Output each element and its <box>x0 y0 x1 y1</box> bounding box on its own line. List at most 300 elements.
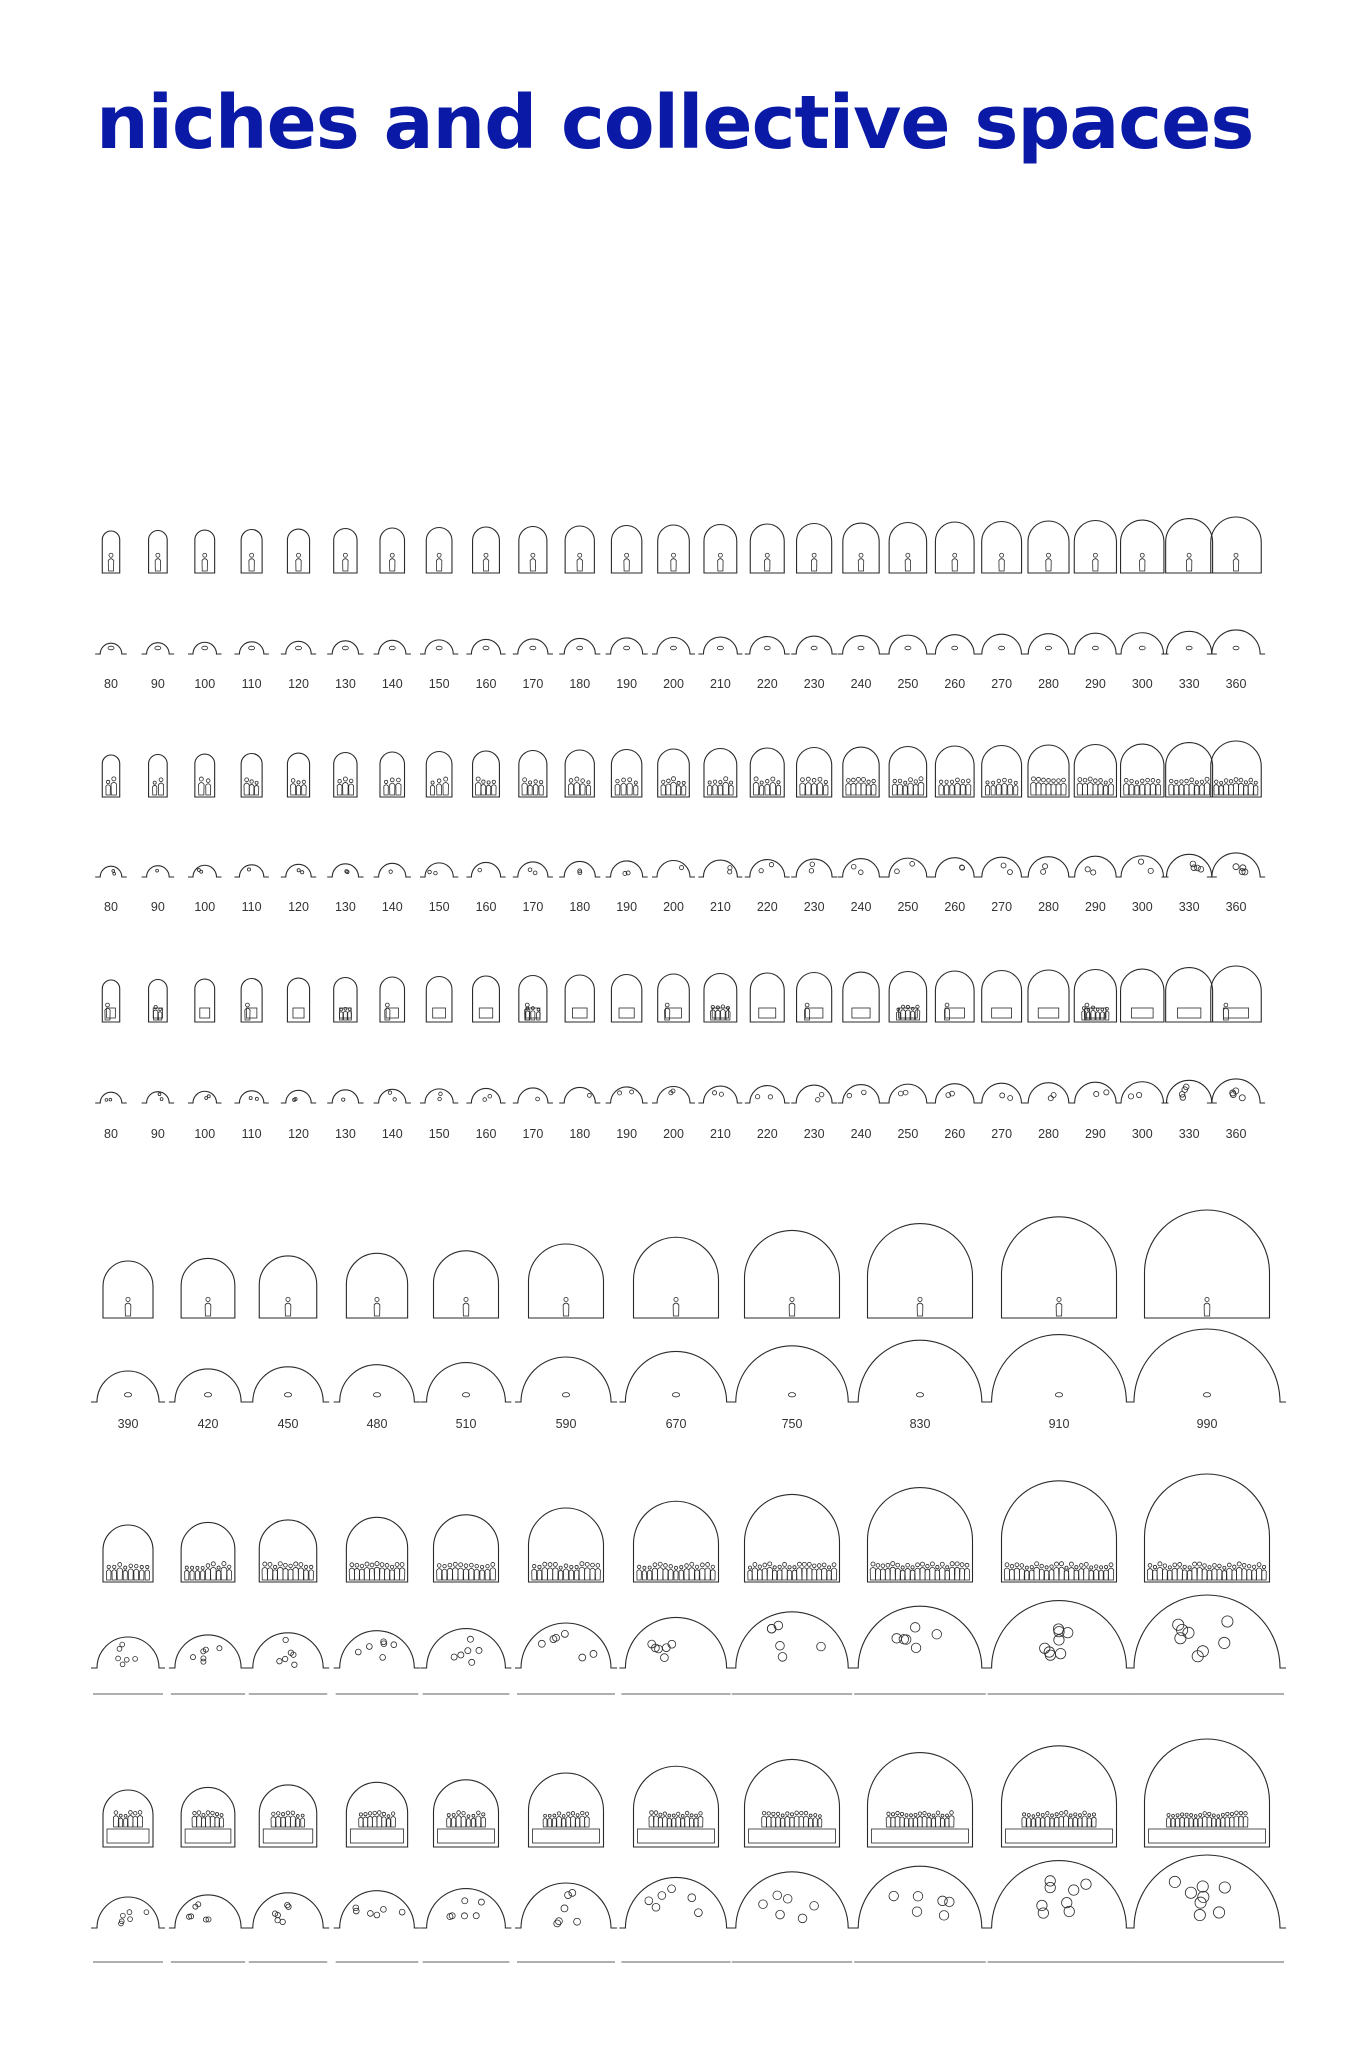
niche-elevation <box>889 972 927 1022</box>
furniture <box>749 1829 836 1843</box>
figure-body <box>359 1817 363 1827</box>
figure-body <box>1050 1818 1054 1827</box>
figure-body <box>481 1817 485 1827</box>
figure-head <box>134 1812 137 1815</box>
figure-body <box>705 1568 710 1580</box>
figure-head <box>1220 781 1223 784</box>
niche-plan <box>374 1089 411 1103</box>
niche-plan <box>421 1889 512 1928</box>
figure-body <box>671 559 676 571</box>
niche-plan <box>977 634 1027 654</box>
figure-head <box>781 1814 784 1817</box>
plan-table <box>201 1659 206 1664</box>
figure-body <box>283 1568 288 1580</box>
figure-body <box>437 784 442 795</box>
figure-head <box>682 781 685 784</box>
niche-plan <box>1207 853 1265 877</box>
plan-table <box>1219 1882 1230 1893</box>
figure-head <box>753 1562 757 1566</box>
figure-head <box>765 553 769 557</box>
niche-cell <box>652 749 695 914</box>
niche-elevation <box>334 977 357 1022</box>
figure-body <box>296 785 300 795</box>
niche-cell <box>169 1787 247 1962</box>
figure-body <box>452 1818 456 1827</box>
plan-table <box>538 1640 545 1647</box>
figure-body <box>694 1818 698 1827</box>
figure-head <box>114 1811 118 1815</box>
plan-table <box>280 1919 285 1924</box>
niche-elevation <box>634 1237 719 1318</box>
figure-body <box>773 1570 777 1580</box>
figure-head <box>818 777 822 781</box>
figure-head <box>1188 1566 1191 1569</box>
figure-head <box>201 1566 204 1569</box>
figure-body <box>949 1816 954 1827</box>
figure-head <box>1065 1566 1068 1569</box>
figure-body <box>1254 785 1258 795</box>
plan-table <box>1094 1091 1099 1096</box>
figure-head <box>384 780 387 783</box>
figure-head <box>375 1562 379 1566</box>
figure-head <box>1148 1564 1152 1568</box>
figure-body <box>891 1817 895 1827</box>
figure-head <box>1091 1006 1094 1009</box>
niche-cell <box>420 751 458 914</box>
plan-table <box>587 1093 591 1097</box>
figure-body <box>196 1816 201 1827</box>
figure-body <box>569 1570 574 1580</box>
niche-elevation <box>380 977 405 1022</box>
plan-table <box>391 1642 397 1648</box>
plan-table <box>1045 1650 1055 1660</box>
niche-cell <box>234 754 268 915</box>
figure-body <box>1180 1817 1184 1827</box>
plan-table <box>217 1646 222 1651</box>
figure-body <box>637 1570 642 1580</box>
plan-figure <box>249 646 255 650</box>
niche-cell <box>606 974 648 1141</box>
niche-plan <box>334 1631 421 1668</box>
figure-body <box>812 1569 817 1580</box>
niche-elevation <box>634 1501 719 1582</box>
figure-body <box>309 1570 314 1580</box>
figure-head <box>1124 778 1128 782</box>
figure-body <box>1074 1570 1078 1580</box>
furniture <box>1038 1008 1059 1018</box>
niche-plan <box>466 862 505 877</box>
figure-body <box>1089 1570 1093 1580</box>
niche-elevation <box>1145 1739 1270 1847</box>
figure-body <box>1079 1569 1084 1580</box>
plan-table <box>1136 1092 1141 1097</box>
niche-elevation <box>611 974 641 1022</box>
figure-head <box>941 1814 944 1817</box>
figure-head <box>596 1563 600 1567</box>
figure-head <box>1032 1815 1035 1818</box>
figure-body <box>999 559 1004 571</box>
niche-cell <box>142 531 175 692</box>
figure-head <box>896 1811 900 1815</box>
niche-elevation <box>704 748 737 797</box>
niche-plan <box>374 640 411 654</box>
figure-head <box>961 779 964 782</box>
plan-table <box>200 870 203 873</box>
figure-head <box>1200 780 1203 783</box>
plan-table <box>120 1662 125 1667</box>
niche-width-label: 240 <box>850 1127 872 1141</box>
figure-head <box>1096 1008 1099 1011</box>
figure-body <box>922 1816 927 1827</box>
figure-head <box>310 1565 313 1568</box>
niche-width-label: 180 <box>569 677 591 691</box>
figure-body <box>920 1568 925 1580</box>
figure-body <box>861 783 866 795</box>
figure-head <box>1175 780 1178 783</box>
figure-head <box>124 1566 127 1569</box>
figure-body <box>1194 1818 1198 1827</box>
figure-body <box>681 1818 685 1827</box>
niche-cell <box>281 978 316 1141</box>
figure-body <box>935 1570 939 1580</box>
niche-elevation <box>519 751 547 798</box>
figure-head <box>920 1562 924 1566</box>
niche-plan <box>745 637 790 654</box>
figure-body <box>781 1818 785 1827</box>
niche-width-label: 120 <box>288 1127 309 1141</box>
figure-head <box>713 780 716 783</box>
plan-figure <box>483 646 489 650</box>
niche-plan <box>986 1861 1133 1928</box>
niche-cell <box>619 1766 732 1962</box>
niche-cell <box>852 1224 988 1431</box>
figure-body <box>564 1569 569 1580</box>
figure-body <box>782 1568 787 1580</box>
plan-table <box>816 1097 820 1101</box>
figure-body <box>966 784 971 795</box>
niche-plan <box>1070 1082 1122 1103</box>
figure-body <box>890 1567 896 1580</box>
figure-body <box>382 1817 387 1827</box>
figure-head <box>1181 1813 1184 1816</box>
plan-table <box>249 1096 252 1099</box>
niche-elevation <box>797 973 832 1023</box>
figure-body <box>1104 785 1108 795</box>
figure-head <box>1055 1562 1059 1566</box>
niche-elevation <box>1121 520 1164 573</box>
plan-table <box>117 1646 122 1651</box>
figure-head <box>665 1003 669 1007</box>
figure-body <box>293 1567 299 1580</box>
plan-table <box>1198 866 1204 872</box>
figure-body <box>1179 784 1184 795</box>
figure-body <box>562 1818 566 1827</box>
figure-head <box>529 781 532 784</box>
figure-body <box>906 1010 910 1020</box>
plan-table <box>399 1909 405 1915</box>
figure-body <box>113 1816 118 1827</box>
niche-plan <box>247 1893 329 1928</box>
figure-body <box>776 1817 781 1827</box>
figure-body <box>991 785 995 795</box>
niche-width-label: 250 <box>897 677 919 691</box>
figure-head <box>677 781 680 784</box>
figure-head <box>695 1565 698 1568</box>
figure-head <box>397 778 401 782</box>
figure-head <box>540 781 543 784</box>
figure-head <box>1215 780 1218 783</box>
plan-table <box>618 1091 622 1095</box>
figure-body <box>1172 1568 1177 1580</box>
plan-figure <box>671 646 677 650</box>
figure-head <box>569 779 573 783</box>
figure-head <box>898 779 902 783</box>
figure-head <box>1169 779 1173 783</box>
niche-cell <box>559 750 600 914</box>
figure-head <box>1036 777 1040 781</box>
figure-head <box>881 1564 885 1568</box>
figure-head <box>795 1811 799 1815</box>
niche-elevation <box>1028 521 1069 573</box>
figure-head <box>1064 1811 1068 1815</box>
furniture <box>572 1008 587 1018</box>
figure-head <box>932 1814 935 1817</box>
figure-body <box>690 1818 694 1827</box>
figure-head <box>1242 1563 1246 1567</box>
figure-head <box>196 1566 199 1569</box>
niche-plan <box>1161 854 1216 877</box>
figure-head <box>1190 778 1194 782</box>
figure-head <box>812 1564 816 1568</box>
niche-width-label: 220 <box>756 1127 778 1141</box>
figure-body <box>964 1568 969 1580</box>
figure-head <box>1212 1814 1215 1817</box>
figure-head <box>1185 779 1189 783</box>
figure-head <box>812 778 816 782</box>
niche-width-label: 220 <box>756 677 778 691</box>
figure-body <box>1019 1569 1024 1580</box>
plan-table <box>550 1636 557 1643</box>
figure-body <box>1198 1818 1202 1827</box>
niche-elevation <box>103 1261 153 1318</box>
figure-head <box>220 1814 223 1817</box>
figure-head <box>1047 779 1051 783</box>
niche-elevation <box>868 1224 973 1318</box>
figure-head <box>776 1812 779 1815</box>
figure-body <box>267 1568 272 1580</box>
niche-elevation <box>843 972 879 1022</box>
niche-plan <box>791 1085 837 1103</box>
niche-cell <box>247 1785 329 1962</box>
niche-width-label: 200 <box>663 677 684 691</box>
figure-head <box>953 553 957 557</box>
plan-table <box>1195 865 1201 871</box>
figure-body <box>904 1818 908 1827</box>
figure-head <box>1083 778 1087 782</box>
plan-table <box>1045 1876 1055 1886</box>
figure-head <box>677 1812 680 1815</box>
figure-body <box>1030 1570 1034 1580</box>
figure-head <box>138 1811 142 1815</box>
niche-width-label: 110 <box>241 677 262 691</box>
niche-elevation <box>346 1782 407 1847</box>
plan-figure <box>1186 646 1192 650</box>
figure-body <box>787 1570 791 1580</box>
figure-head <box>663 1812 666 1815</box>
figure-head <box>802 1562 806 1566</box>
figure-body <box>190 1570 194 1580</box>
figure-head <box>690 1562 694 1566</box>
plan-table <box>255 1097 258 1100</box>
niche-width-label: 280 <box>1038 900 1059 914</box>
figure-head <box>1234 778 1238 782</box>
niche-width-label: 290 <box>1084 900 1106 914</box>
plan-table <box>668 1885 676 1893</box>
figure-head <box>790 1813 793 1816</box>
figure-head <box>297 781 300 784</box>
figure-body <box>1166 1818 1170 1827</box>
figure-head <box>492 780 495 783</box>
figure-body <box>658 1817 662 1827</box>
figure-body <box>569 784 574 795</box>
figure-body <box>205 1569 210 1580</box>
niche-plan <box>515 1623 617 1668</box>
figure-head <box>1217 1815 1220 1818</box>
niche-width-label: 90 <box>150 1127 165 1141</box>
figure-body <box>202 559 207 571</box>
furniture <box>619 1008 634 1018</box>
figure-head <box>159 778 163 782</box>
plan-table <box>389 870 392 873</box>
niche-cell <box>852 1488 988 1694</box>
figure-head <box>534 780 537 783</box>
figure-body <box>372 1816 377 1827</box>
figure-body <box>1229 784 1234 795</box>
figure-body <box>1064 1570 1068 1580</box>
figure-head <box>1140 779 1144 783</box>
figure-body <box>1056 1303 1062 1316</box>
figure-head <box>1224 1003 1228 1007</box>
figure-body <box>1207 1817 1211 1827</box>
figure-head <box>1046 1812 1049 1815</box>
plan-table <box>158 1093 161 1096</box>
furniture <box>433 1008 446 1018</box>
niche-cell <box>142 755 175 915</box>
plan-table <box>462 1898 468 1904</box>
figure-head <box>1158 1562 1162 1566</box>
figure-head <box>926 1564 930 1568</box>
small-single-section <box>95 517 1265 691</box>
figure-head <box>1180 780 1183 783</box>
figure-head <box>901 1566 904 1569</box>
niche-elevation <box>334 529 357 574</box>
niche-plan <box>374 863 411 877</box>
figure-head <box>343 777 347 781</box>
figure-head <box>1130 779 1134 783</box>
figure-body <box>799 1816 804 1827</box>
niche-elevation <box>1074 521 1116 574</box>
figure-body <box>944 785 949 795</box>
niche-plan <box>1128 1329 1286 1402</box>
figure-body <box>244 783 249 795</box>
figure-body <box>1169 784 1174 795</box>
plan-table <box>774 1621 783 1630</box>
figure-head <box>296 1815 299 1818</box>
figure-head <box>711 1565 714 1568</box>
figure-head <box>754 777 758 781</box>
figure-body <box>822 1568 827 1580</box>
figure-head <box>1087 1008 1090 1011</box>
figure-body <box>996 784 1001 795</box>
niche-width-label: 260 <box>944 900 966 914</box>
niche-elevation <box>529 1508 604 1582</box>
figure-head <box>806 777 810 781</box>
niche-cell <box>188 979 222 1141</box>
niche-cell <box>977 746 1027 914</box>
plan-table <box>913 1891 923 1901</box>
figure-head <box>824 780 827 783</box>
figure-head <box>905 1814 908 1817</box>
furniture <box>386 1008 398 1018</box>
figure-body <box>846 784 851 795</box>
figure-head <box>852 778 856 782</box>
plan-table <box>755 1095 759 1099</box>
small-furnished-section <box>95 966 1265 1141</box>
figure-head <box>1047 553 1051 557</box>
plan-figure <box>764 646 770 650</box>
figure-body <box>302 785 307 795</box>
niche-width-label: 150 <box>428 677 450 691</box>
figure-head <box>1094 779 1098 783</box>
figure-head <box>1140 553 1144 557</box>
figure-body <box>1202 1569 1207 1580</box>
figure-body <box>913 784 918 795</box>
figure-body <box>249 559 254 571</box>
figure-body <box>624 559 629 571</box>
plan-table <box>809 868 813 872</box>
figure-head <box>1173 1563 1177 1567</box>
niche-elevation <box>797 524 832 574</box>
plan-figure <box>124 1393 131 1397</box>
niche-cell <box>1070 521 1122 692</box>
niche-width-label: 450 <box>277 1417 299 1431</box>
figure-head <box>467 1815 470 1818</box>
figure-head <box>564 1564 568 1568</box>
figure-head <box>772 1812 775 1815</box>
figure-body <box>475 782 481 795</box>
figure-head <box>557 1812 560 1815</box>
niche-cell <box>559 975 600 1141</box>
figure-body <box>153 785 157 795</box>
figure-head <box>1027 1813 1030 1816</box>
figure-head <box>380 1563 384 1567</box>
plan-table <box>438 1097 442 1101</box>
figure-body <box>125 1303 131 1316</box>
niche-elevation <box>149 755 168 798</box>
figure-head <box>452 1813 455 1816</box>
figure-body <box>138 1816 143 1827</box>
figure-head <box>553 1562 557 1566</box>
niche-cell <box>281 529 316 691</box>
niche-cell <box>188 530 222 691</box>
figure-body <box>1233 559 1238 571</box>
niche-plan <box>606 1087 648 1103</box>
niche-plan <box>234 642 268 654</box>
niche-width-label: 360 <box>1225 677 1247 691</box>
plan-table <box>112 870 115 873</box>
figure-body <box>542 1568 547 1580</box>
niche-plan <box>1070 633 1122 654</box>
